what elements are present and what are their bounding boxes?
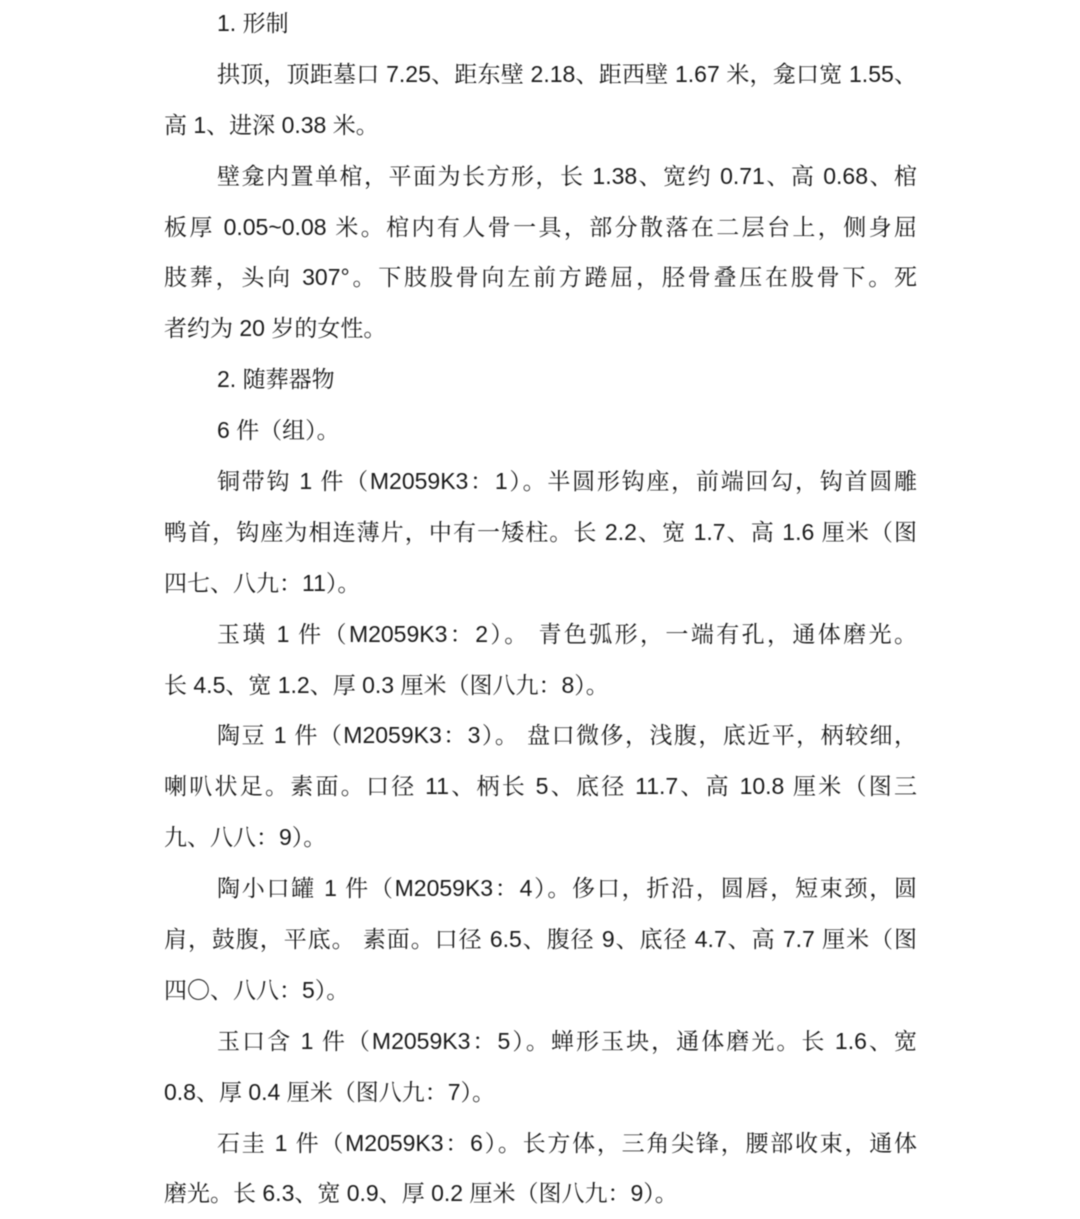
text-line: 肢葬，头向 307°。下肢股骨向左前方踡屈，胫骨叠压在股骨下。死 [164,264,917,291]
text-line: 拱顶，顶距墓口 7.25、距东壁 2.18、距西壁 1.67 米，龛口宽 1.55、 [217,60,917,87]
text-line: 喇叭状足。素面。口径 11、柄长 5、底径 11.7、高 10.8 厘米（图三 [164,773,917,800]
text-line: 石圭 1 件（M2059K3：6）。长方体，三角尖锋，腰部收束，通体 [217,1129,917,1156]
text-line: 板厚 0.05~0.08 米。棺内有人骨一具，部分散落在二层台上，侧身屈 [164,213,917,240]
document-text-block [164,0,917,1219]
text-line: 磨光。长 6.3、宽 0.9、厚 0.2 厘米（图八九：9）。 [164,1180,678,1207]
text-line: 四〇、八八：5）。 [164,976,350,1003]
section-heading: 1. 形制 [217,10,289,36]
text-line: 高 1、进深 0.38 米。 [164,111,379,138]
text-line: 肩，鼓腹，平底。 素面。口径 6.5、腹径 9、底径 4.7、高 7.7 厘米（图 [164,926,917,953]
text-line: 6 件（组）。 [217,417,340,444]
text-line: 长 4.5、宽 1.2、厚 0.3 厘米（图八九：8）。 [164,671,609,698]
text-line: 壁龛内置单棺，平面为长方形，长 1.38、宽约 0.71、高 0.68、棺 [217,162,917,189]
text-line: 陶小口罐 1 件（M2059K3：4）。侈口，折沿，圆唇，短束颈，圆 [217,875,917,902]
text-line: 者约为 20 岁的女性。 [164,315,387,342]
text-line: 玉璜 1 件（M2059K3：2）。 青色弧形，一端有孔，通体磨光。 [217,620,917,647]
text-line: 鸭首，钩座为相连薄片，中有一矮柱。长 2.2、宽 1.7、高 1.6 厘米（图 [164,518,917,545]
text-line: 九、八八：9）。 [164,824,327,851]
text-line: 铜带钩 1 件（M2059K3：1）。半圆形钩座，前端回勾，钩首圆雕 [217,468,917,495]
text-line: 玉口含 1 件（M2059K3：5）。蝉形玉块，通体磨光。长 1.6、宽 [217,1027,917,1054]
text-line: 四七、八九：11）。 [164,569,361,596]
text-line: 0.8、厚 0.4 厘米（图八九：7）。 [164,1078,496,1105]
text-line: 陶豆 1 件（M2059K3：3）。 盘口微侈，浅腹，底近平，柄较细， [217,722,917,749]
section-heading: 2. 随葬器物 [217,366,335,393]
